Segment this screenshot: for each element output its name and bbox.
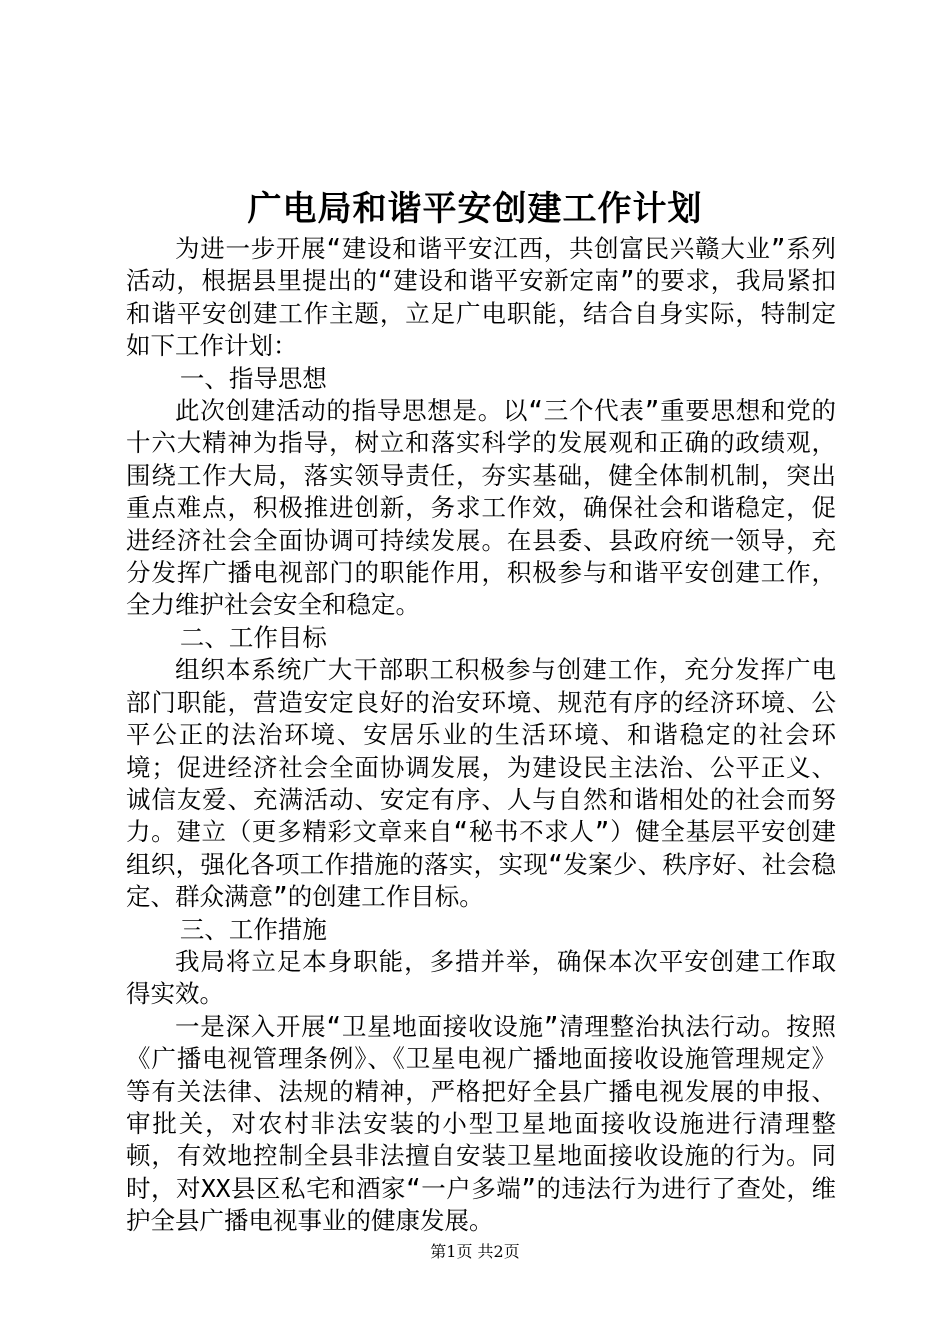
document-body bbox=[126, 233, 836, 1238]
measure-one-paragraph: 一是深入开展“卫星地面接收设施”清理整治执法行动。按照《广播电视管理条例》、《卫星电视广播地面接收设施管理规定》等有关法律、法规的精神，严格把好全县广播电视发展的申报、审批关，对农村非法安装的小型卫星地面接收设施进行清理整顿，有效地控制全县非法擅自安装卫星地面接收设施的行为。同时，对XX县区私宅和酒家“一户多端”的违法行为进行了查处，维护全县广播电视事业的健康发展。 bbox=[126, 1011, 836, 1236]
section-heading-work-goals: 二、工作目标 bbox=[179, 622, 327, 652]
work-goals-paragraph: 组织本系统广大干部职工积极参与创建工作，充分发挥广电部门职能，营造安定良好的治安环境、规范有序的经济环境、公平公正的法治环境、安居乐业的生活环境、和谐稳定的社会环境；促进经济社会全面协调发展，为建设民主法治、公平正义、诚信友爱、充满活动、安定有序、人与自然和谐相处的社会而努力。建立（更多精彩文章来自“秘书不求人”）健全基层平安创建组织，强化各项工作措施的落实，实现“发案少、秩序好、社会稳定、群众满意”的创建工作目标。 bbox=[126, 655, 836, 912]
section-heading-guiding-ideology: 一、指导思想 bbox=[179, 363, 327, 393]
document-title: 广电局和谐平安创建工作计划 bbox=[247, 189, 703, 229]
guiding-ideology-paragraph: 此次创建活动的指导思想是。以“三个代表”重要思想和党的十六大精神为指导，树立和落实科学的发展观和正确的政绩观，围绕工作大局，落实领导责任，夯实基础，健全体制机制，突出重点难点，积极推进创新，务求工作效，确保社会和谐稳定，促进经济社会全面协调可持续发展。在县委、县政府统一领导，充分发挥广播电视部门的职能作用，积极参与和谐平安创建工作，全力维护社会安全和稳定。 bbox=[126, 396, 836, 620]
work-measures-intro-paragraph: 我局将立足本身职能，多措并举，确保本次平安创建工作取得实效。 bbox=[126, 946, 836, 1009]
section-heading-work-measures: 三、工作措施 bbox=[179, 914, 327, 944]
page-number-footer: 第1页 共2页 bbox=[430, 1242, 520, 1261]
intro-paragraph: 为进一步开展“建设和谐平安江西，共创富民兴赣大业”系列活动，根据县里提出的“建设和谐平安新定南”的要求，我局紧扣和谐平安创建工作主题，立足广电职能，结合自身实际，特制定如下工作计划： bbox=[126, 234, 836, 361]
